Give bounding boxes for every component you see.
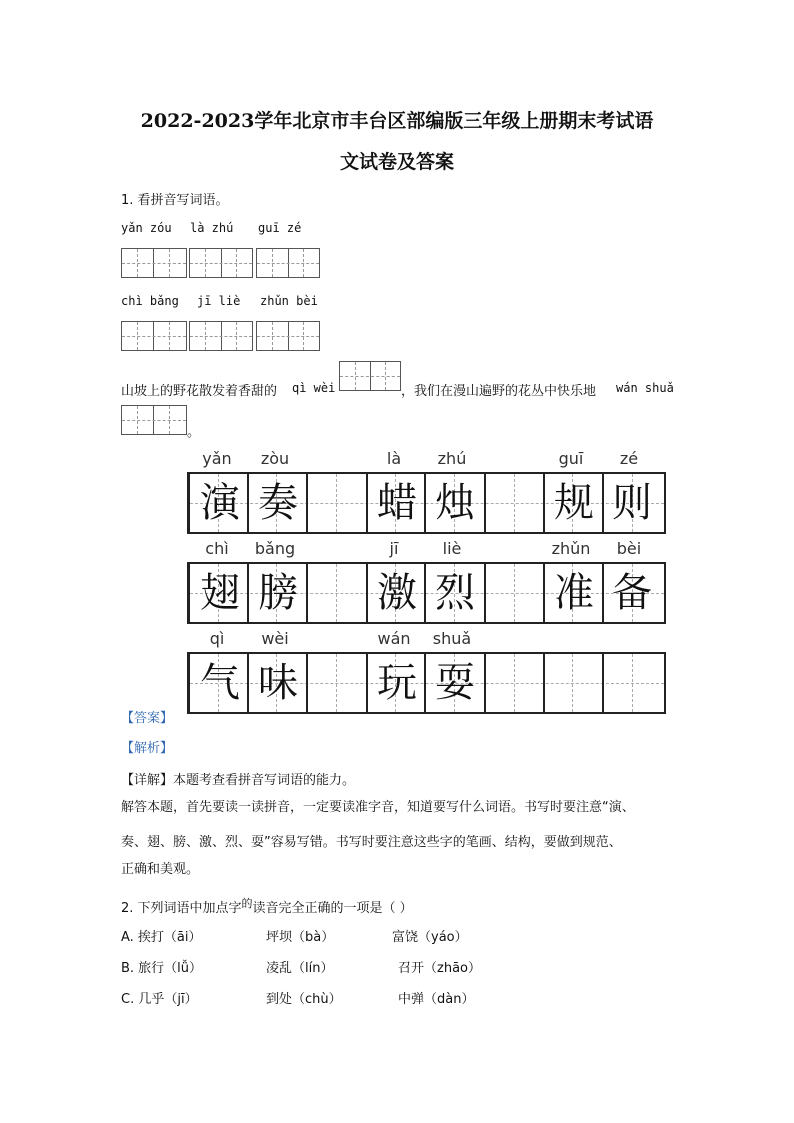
q1-sentence-part2: ，我们在漫山遍野的花丛中快乐地 bbox=[401, 384, 597, 399]
q1-row2-pinyin-2: jī liè bbox=[197, 294, 241, 308]
q1-sentence-end: 。 bbox=[187, 425, 201, 440]
answer-pinyin: shuǎ bbox=[432, 629, 472, 648]
answer-char: 准 bbox=[554, 570, 594, 616]
q2-prompt-a: 2. 下列词语中加点字 bbox=[121, 901, 242, 916]
answer-pinyin: yǎn bbox=[202, 449, 232, 468]
q1-row1-pinyin-2: là zhú bbox=[190, 221, 234, 235]
q1-sentence-part1: 山坡上的野花散发着香甜的 bbox=[121, 384, 278, 399]
answer-char: 烈 bbox=[435, 570, 475, 616]
answer-pinyin: guī bbox=[558, 449, 584, 468]
q1-row1-pinyin-1: yǎn zóu bbox=[121, 221, 172, 235]
q1-row1-pinyin-3: guī zé bbox=[258, 221, 302, 235]
detail-text: 本题考查看拼音写词语的能力。 bbox=[173, 773, 356, 788]
q2-option-c[interactable]: C. 几乎（jī） bbox=[121, 992, 198, 1007]
answer-pinyin: bèi bbox=[616, 539, 642, 558]
q1-sentence-pinyin2: wán shuǎ bbox=[616, 381, 674, 395]
answer-char: 奏 bbox=[258, 480, 298, 526]
explanation-line-2: 奏、翅、膀、激、烈、耍”容易写错。书写时要注意这些字的笔画、结构，要做到规范、 bbox=[121, 835, 622, 850]
q2-prompt-b: 读音完全正确的一项是（ ） bbox=[252, 901, 413, 916]
answer-char: 蜡 bbox=[377, 480, 417, 526]
page-title-line2: 文试卷及答案 bbox=[339, 151, 454, 173]
answer-pinyin: wán bbox=[377, 629, 411, 648]
analysis-label: 【解析】 bbox=[121, 741, 174, 756]
q2-option-b-word2: 凌乱（lín） bbox=[266, 961, 334, 976]
q1-row2-pinyin-1: chì bǎng bbox=[121, 294, 179, 308]
answer-char: 玩 bbox=[377, 660, 417, 706]
page-title-line1: 2022-2023学年北京市丰台区部编版三年级上册期末考试语 bbox=[140, 110, 654, 132]
answer-pinyin: zhú bbox=[437, 449, 467, 468]
answer-char: 膀 bbox=[258, 570, 298, 616]
answer-char: 则 bbox=[612, 480, 652, 526]
answer-pinyin: bǎng bbox=[254, 539, 296, 558]
writing-grid[interactable] bbox=[189, 321, 253, 351]
answer-char: 演 bbox=[200, 480, 240, 526]
answer-pinyin: chì bbox=[205, 539, 229, 558]
q2-option-a-word3: 富饶（yáo） bbox=[392, 930, 468, 945]
answer-pinyin: zhǔn bbox=[551, 539, 591, 558]
writing-grid[interactable] bbox=[256, 321, 320, 351]
answer-char: 规 bbox=[554, 480, 594, 526]
q1-row2-pinyin-3: zhǔn bèi bbox=[260, 294, 318, 308]
writing-grid[interactable] bbox=[189, 248, 253, 278]
q2-option-b[interactable]: B. 旅行（lǚ） bbox=[121, 961, 203, 976]
q2-option-a-word2: 坪坝（bà） bbox=[266, 930, 335, 945]
writing-grid[interactable] bbox=[121, 405, 187, 435]
q1-prompt: 1. 看拼音写词语。 bbox=[121, 193, 229, 208]
q2-option-b-word3: 召开（zhāo） bbox=[398, 961, 481, 976]
q2-prompt bbox=[121, 897, 413, 916]
writing-grid[interactable] bbox=[121, 321, 187, 351]
answer-grid-row-1 bbox=[187, 472, 666, 534]
answer-char: 翅 bbox=[200, 570, 240, 616]
answer-label: 【答案】 bbox=[121, 711, 174, 726]
q2-option-c-word3: 中弹（dàn） bbox=[398, 992, 475, 1007]
writing-grid[interactable] bbox=[339, 361, 401, 391]
explanation-line-3: 正确和美观。 bbox=[121, 862, 200, 877]
explanation-line-1: 解答本题，首先要读一读拼音，一定要读准字音，知道要写什么词语。书写时要注意“演、 bbox=[121, 800, 635, 815]
answer-pinyin: wèi bbox=[261, 629, 289, 648]
answer-char: 气 bbox=[200, 660, 240, 706]
answer-pinyin: qì bbox=[209, 629, 225, 648]
writing-grid[interactable] bbox=[121, 248, 187, 278]
answer-char: 激 bbox=[377, 570, 417, 616]
answer-char: 备 bbox=[612, 570, 652, 616]
q2-option-a[interactable]: A. 挨打（āi） bbox=[121, 930, 202, 945]
answer-grid-row-3 bbox=[187, 652, 666, 714]
answer-pinyin: zòu bbox=[260, 449, 290, 468]
answer-char: 耍 bbox=[435, 660, 475, 706]
detail-line bbox=[121, 769, 355, 788]
answer-char: 烛 bbox=[435, 480, 475, 526]
q1-sentence-pinyin1: qì wèi bbox=[292, 381, 336, 395]
answer-pinyin: jī bbox=[389, 539, 399, 558]
answer-pinyin: liè bbox=[442, 539, 462, 558]
answer-pinyin: zé bbox=[619, 449, 639, 468]
detail-label: 【详解】 bbox=[121, 773, 174, 788]
answer-pinyin: là bbox=[386, 449, 402, 468]
answer-char: 味 bbox=[258, 660, 298, 706]
answer-grid-row-2 bbox=[187, 562, 666, 624]
q2-prompt-sup: 的 bbox=[241, 897, 253, 910]
q2-option-c-word2: 到处（chù） bbox=[266, 992, 342, 1007]
writing-grid[interactable] bbox=[256, 248, 320, 278]
